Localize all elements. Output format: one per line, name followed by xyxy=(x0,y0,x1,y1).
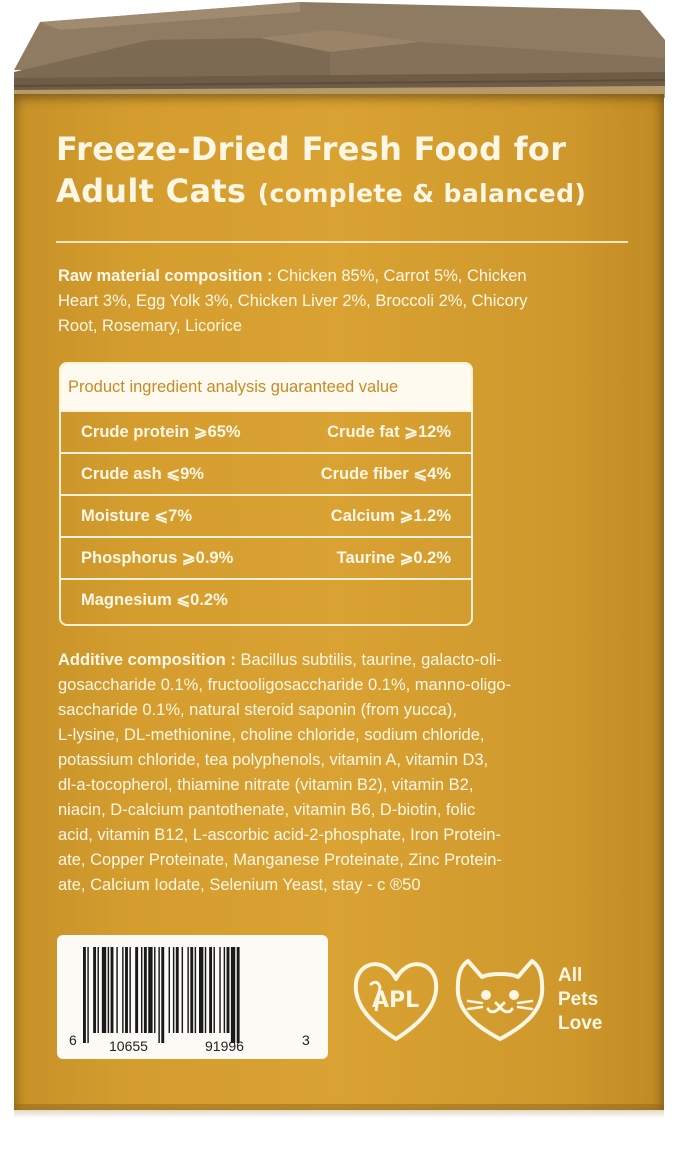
analysis-cell-calcium: Calcium ⩾1.2% xyxy=(330,507,451,525)
barcode-bar xyxy=(209,947,212,1033)
raw-text-1: Chicken 85%, Carrot 5%, Chicken xyxy=(277,267,527,285)
raw-line-1 xyxy=(58,264,636,289)
barcode-bar xyxy=(87,947,88,1043)
barcode-bar xyxy=(205,947,206,1033)
barcode-bar xyxy=(122,947,123,1033)
title-adult-cats: Adult Cats xyxy=(56,172,247,210)
analysis-row xyxy=(61,410,471,452)
barcode-bar xyxy=(98,947,99,1033)
analysis-cell-taurine: Taurine ⩾0.2% xyxy=(336,549,451,567)
barcode-bar xyxy=(182,947,183,1033)
barcode-bar xyxy=(227,947,230,1033)
analysis-cell-crude-fat: Crude fat ⩾12% xyxy=(327,423,451,441)
additive-line-3: saccharide 0.1%, natural steroid saponin (from yucca), xyxy=(58,701,457,719)
barcode xyxy=(57,935,328,1059)
barcode-check-digit: 3 xyxy=(302,1032,310,1048)
additive-line-10: ate, Calcium Iodate, Selenium Yeast, stay - c ®50 xyxy=(58,876,421,894)
additive-line-8: acid, vitamin B12, L-ascorbic acid-2-phosphate, Iron Protein- xyxy=(58,826,501,844)
brand-line-all: All xyxy=(558,965,583,986)
barcode-bar xyxy=(154,947,155,1033)
heart-badge-text: APL xyxy=(372,988,420,1013)
barcode-bar xyxy=(108,947,109,1033)
additive-label: Additive composition : xyxy=(58,651,236,669)
analysis-row xyxy=(61,494,471,536)
additive-line-9: ate, Copper Proteinate, Manganese Proteinate, Zinc Protein- xyxy=(58,851,502,869)
barcode-bar xyxy=(141,947,142,1033)
barcode-bar xyxy=(195,947,196,1033)
raw-line-2: Heart 3%, Egg Yolk 3%, Chicken Liver 2%, Broccoli 2%, Chicory xyxy=(58,292,528,310)
barcode-bar xyxy=(83,947,86,1043)
barcode-bar xyxy=(161,947,164,1043)
barcode-bar xyxy=(190,947,193,1033)
title-line-1: Freeze-Dried Fresh Food for xyxy=(56,130,567,168)
title-line-2 xyxy=(56,170,646,215)
barcode-bar xyxy=(219,947,220,1033)
analysis-cell-phosphorus: Phosphorus ⩾0.9% xyxy=(81,549,234,567)
barcode-bar xyxy=(169,947,170,1033)
product-title xyxy=(56,128,646,215)
analysis-cell-magnesium: Magnesium ⩽0.2% xyxy=(81,591,228,609)
additive-text-1: Bacillus subtilis, taurine, galacto-oli- xyxy=(240,651,502,669)
barcode-group-2: 91996 xyxy=(205,1038,244,1054)
raw-material-composition xyxy=(58,264,636,339)
analysis-row xyxy=(61,452,471,494)
barcode-bar xyxy=(144,947,147,1033)
title-complete-balanced: (complete & balanced) xyxy=(257,179,587,208)
barcode-bar xyxy=(176,947,179,1033)
barcode-bar xyxy=(135,947,138,1033)
analysis-cell-crude-fiber: Crude fiber ⩽4% xyxy=(320,465,451,483)
box-bottom-shadow xyxy=(14,1104,664,1118)
additive-line-6: dl-a-tocopherol, thiamine nitrate (vitamin B2), vitamin B2, xyxy=(58,776,474,794)
title-divider xyxy=(56,241,628,243)
additive-line-2: gosaccharide 0.1%, fructooligosaccharide 0.1%, manno-oligo- xyxy=(58,676,512,694)
barcode-bar xyxy=(125,947,128,1033)
brand-name xyxy=(558,964,638,1036)
analysis-header: Product ingredient analysis guaranteed value xyxy=(61,364,471,410)
barcode-bar xyxy=(148,947,152,1033)
barcode-bar xyxy=(102,947,106,1033)
barcode-bar xyxy=(116,947,117,1033)
brand-line-love: Love xyxy=(558,1013,603,1034)
raw-material-label: Raw material composition : xyxy=(58,267,273,285)
barcode-bar xyxy=(158,947,159,1043)
brand-line-pets: Pets xyxy=(558,989,599,1010)
barcode-bar xyxy=(199,947,203,1033)
analysis-cell-crude-protein: Crude protein ⩾65% xyxy=(81,423,241,441)
barcode-bar xyxy=(214,947,215,1033)
raw-line-3: Root, Rosemary, Licorice xyxy=(58,317,243,335)
analysis-cell-moisture: Moisture ⩽7% xyxy=(81,507,193,525)
barcode-bar xyxy=(173,947,174,1033)
barcode-bar xyxy=(187,947,188,1033)
barcode-group-1: 10655 xyxy=(109,1038,148,1054)
barcode-bar xyxy=(224,947,225,1033)
analysis-row xyxy=(61,578,471,620)
cat-face-logo xyxy=(458,961,542,1039)
additive-line-1 xyxy=(58,648,642,673)
analysis-row xyxy=(61,536,471,578)
additive-line-7: niacin, D-calcium pantothenate, vitamin B6, D-biotin, folic xyxy=(58,801,476,819)
analysis-cell-crude-ash: Crude ash ⩽9% xyxy=(81,465,204,483)
barcode-bar xyxy=(93,947,96,1033)
barcode-bars xyxy=(57,935,328,1059)
guaranteed-analysis-table xyxy=(59,362,473,626)
barcode-first-digit: 6 xyxy=(69,1032,77,1048)
barcode-bar xyxy=(237,947,240,1043)
barcode-bar xyxy=(129,947,130,1033)
barcode-bar xyxy=(231,947,235,1043)
barcode-bar xyxy=(111,947,114,1033)
additive-composition xyxy=(58,648,642,898)
additive-line-4: L-lysine, DL-methionine, choline chloride, sodium chloride, xyxy=(58,726,485,744)
heart-badge-logo xyxy=(356,964,436,1039)
additive-line-5: potassium chloride, tea polyphenols, vitamin A, vitamin D3, xyxy=(58,751,489,769)
